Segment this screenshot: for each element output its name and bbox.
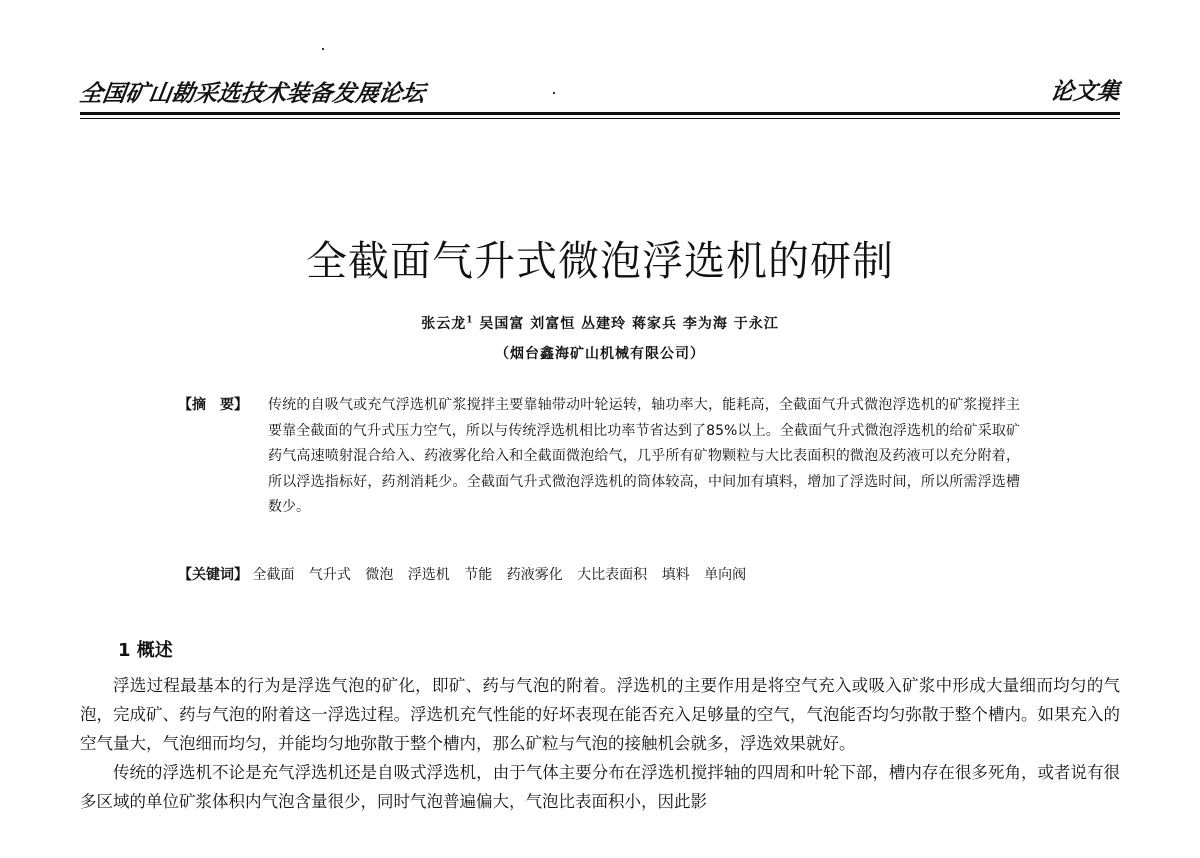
- keyword: 单向阀: [704, 567, 747, 583]
- abstract: [178, 393, 1020, 521]
- keywords: [178, 563, 756, 588]
- keywords-label: 【关键词】: [178, 567, 248, 583]
- keyword: 浮选机: [407, 567, 450, 583]
- keyword: 微泡: [365, 567, 394, 583]
- keyword: 大比表面积: [577, 567, 648, 583]
- keyword: 节能: [464, 567, 493, 583]
- scan-speck: [322, 48, 324, 50]
- affiliation: （烟台鑫海矿山机械有限公司）: [495, 346, 705, 362]
- body-paragraph: 传统的浮选机不论是充气浮选机还是自吸式浮选机，由于气体主要分布在浮选机搅拌轴的四周和叶轮下部，槽内存在很多死角，或者说有很多区域的单位矿浆体积内气泡含量很少，同时气泡普遍偏大，气泡比表面积小，因此影: [80, 763, 1120, 811]
- first-author: 张云龙: [421, 316, 467, 332]
- paper-title: 全截面气升式微泡浮选机的研制: [306, 237, 894, 285]
- body-paragraph: 浮选过程最基本的行为是浮选气泡的矿化，即矿、药与气泡的附着。浮选机的主要作用是将空气充入或吸入矿浆中形成大量细而均匀的气泡，完成矿、药与气泡的附着这一浮选过程。浮选机充气性能的好坏表现在能否充入足够量的空气，气泡能否均匀弥散于整个槽内。如果充入的空气量大，气泡细而均匀，并能均匀地弥散于整个槽内，那么矿粒与气泡的接触机会就多，浮选效果就好。: [80, 676, 1120, 753]
- header-rule-thin: [80, 118, 1120, 119]
- abstract-label: 【摘 要】: [178, 397, 248, 413]
- running-head-right: 论文集: [1048, 79, 1122, 105]
- keyword: 气升式: [308, 567, 351, 583]
- co-authors: 吴国富 刘富恒 丛建玲 蒋家兵 李为海 于永江: [479, 316, 779, 332]
- abstract-text: 传统的自吸气或充气浮选机矿浆搅拌主要靠轴带动叶轮运转，轴功率大，能耗高，全截面气升式微泡浮选机的矿浆搅拌主要靠全截面的气升式压力空气，所以与传统浮选机相比功率节省达到了85%以上。全截面气升式微泡浮选机的给矿采取矿药气高速喷射混合给入、药液雾化给入和全截面微泡给气，几乎所有矿物颗粒与大比表面积的微泡及药液可以充分附着，所以浮选指标好，药剂消耗少。全截面气升式微泡浮选机的筒体较高，中间加有填料，增加了浮选时间，所以所需浮选槽数少。: [268, 397, 1020, 515]
- section-heading: 1 概述: [118, 640, 173, 661]
- keyword: 药液雾化: [506, 567, 563, 583]
- author-list: [0, 313, 1200, 333]
- affiliation-marker: 1: [466, 315, 474, 326]
- running-head-left: 全国矿山勘采选技术装备发展论坛: [77, 81, 427, 107]
- section-body: [80, 671, 1120, 816]
- header-rule-thick: [80, 112, 1120, 115]
- keyword: 全截面: [252, 567, 295, 583]
- keyword: 填料: [661, 567, 690, 583]
- scan-speck: [553, 92, 555, 94]
